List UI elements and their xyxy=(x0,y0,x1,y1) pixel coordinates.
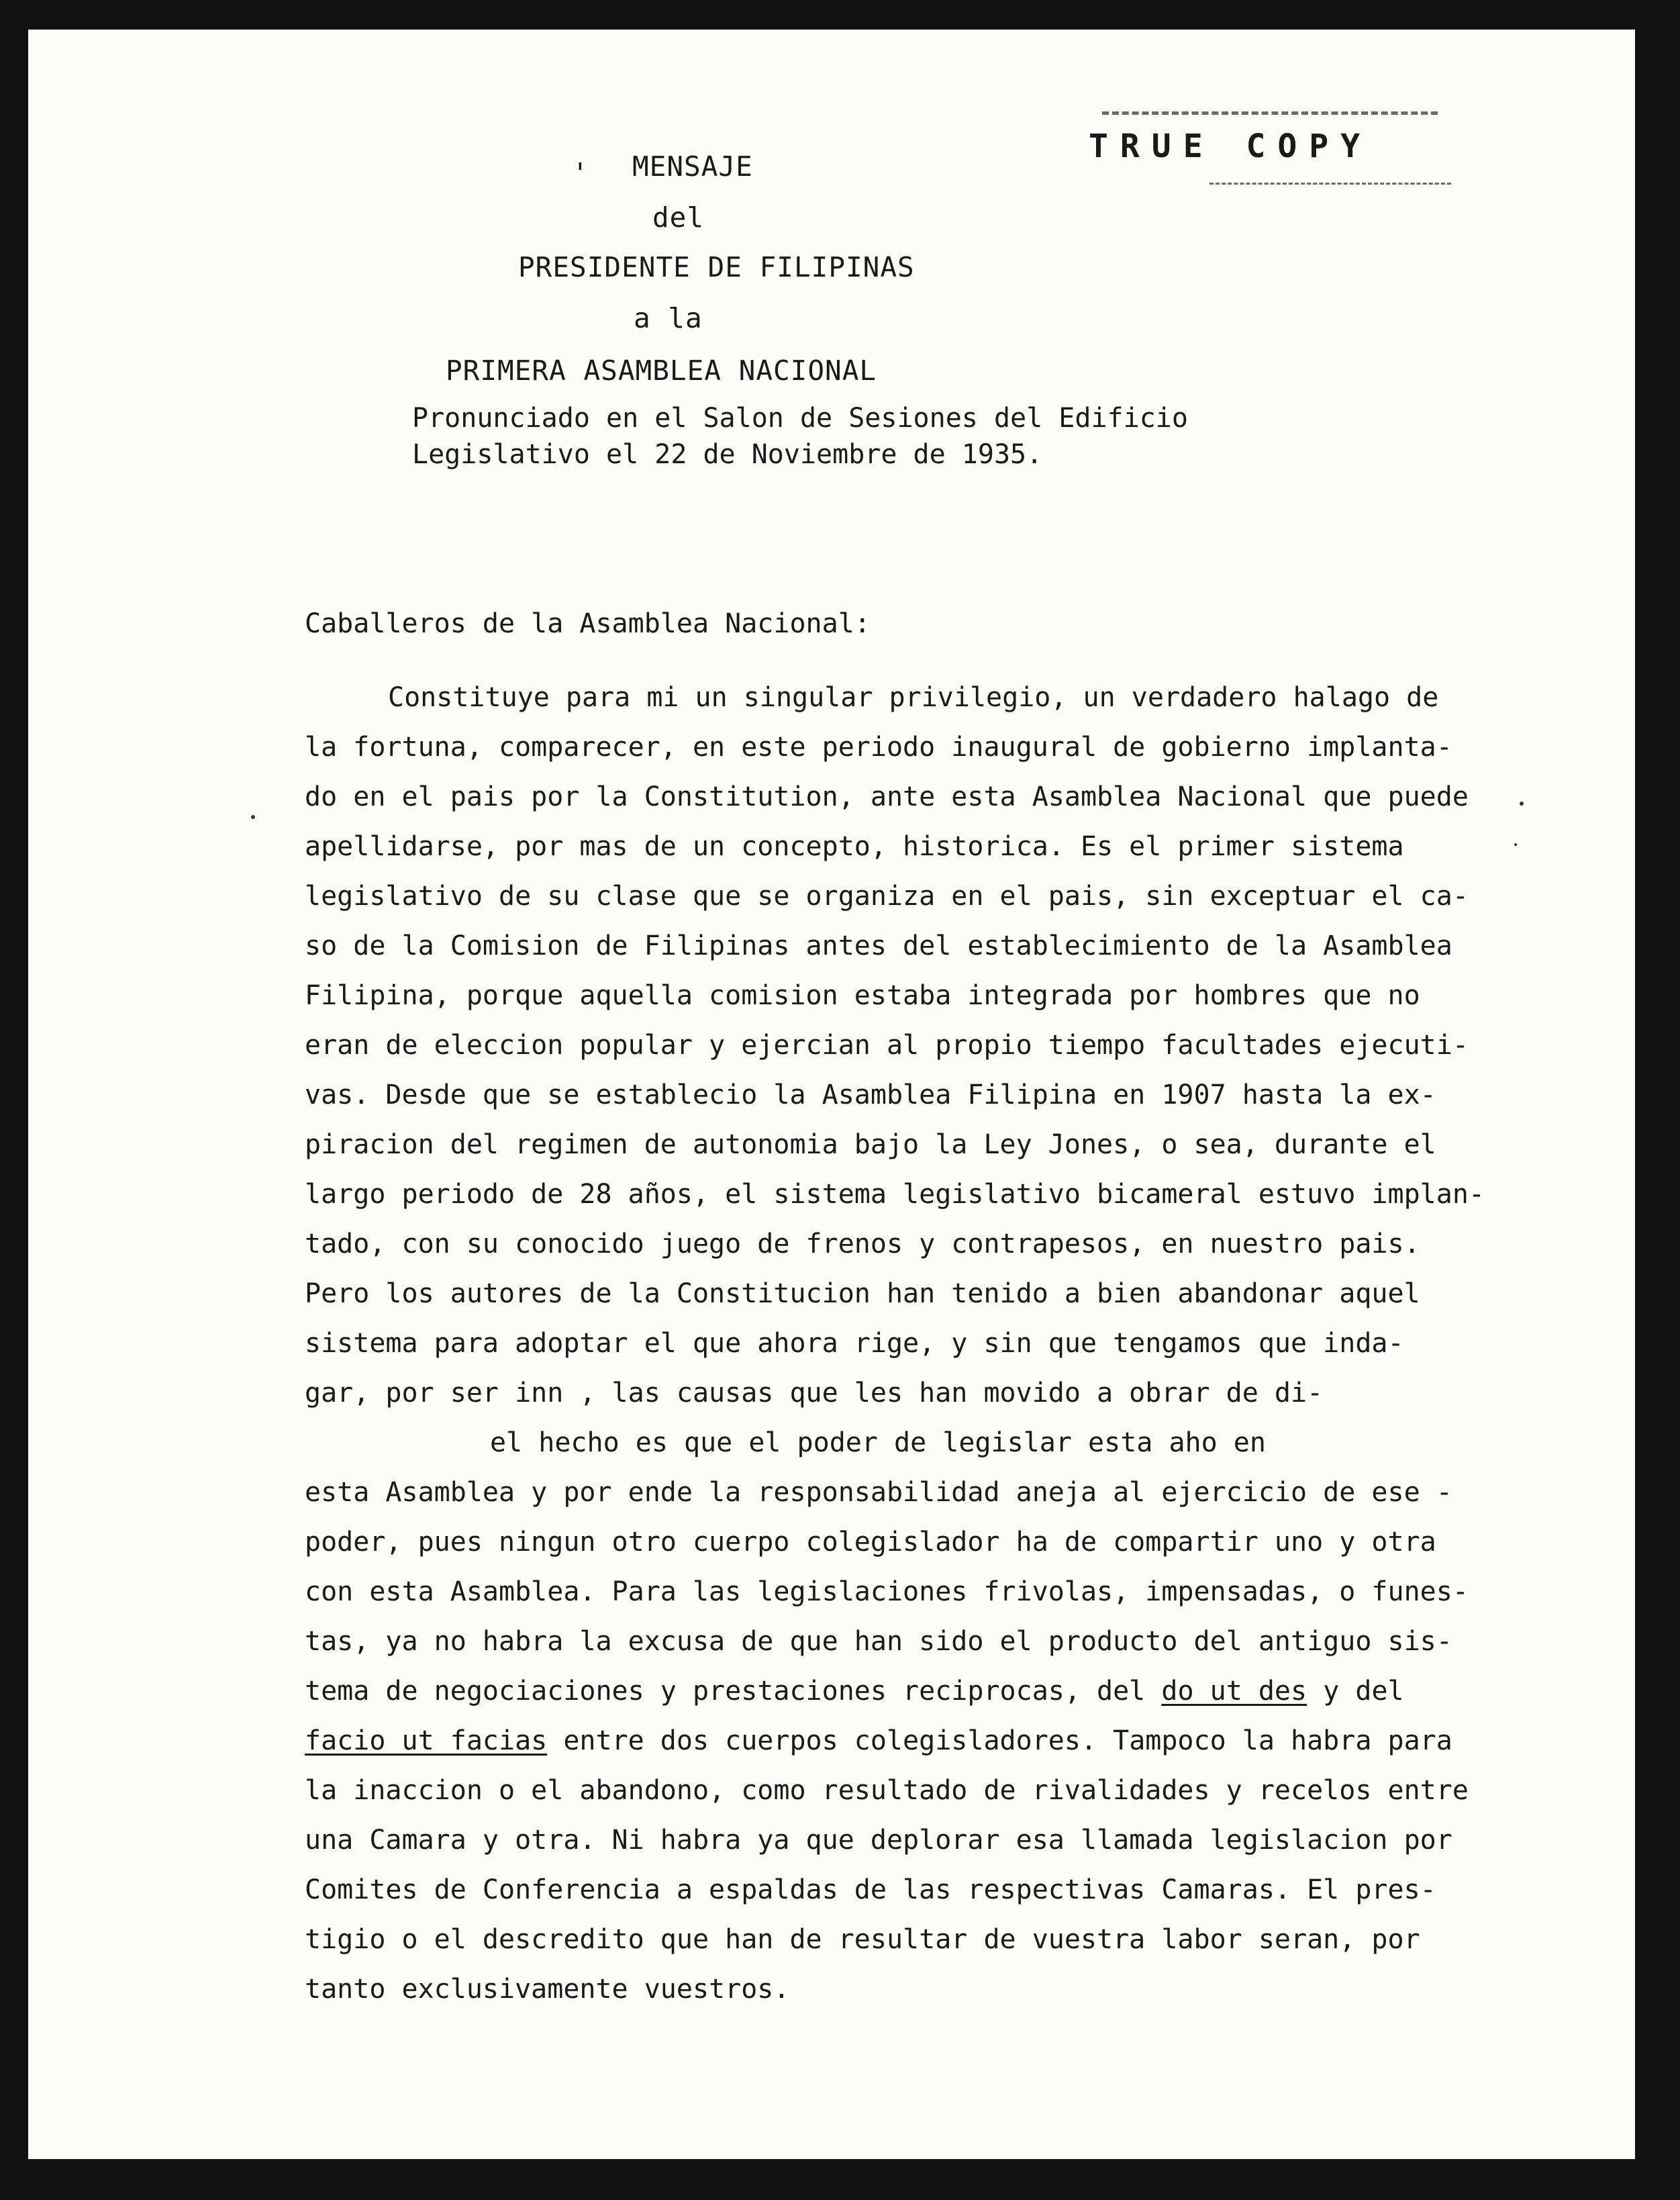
body-line: esta Asamblea y por ende la responsabilidad aneja al ejercicio de ese - xyxy=(305,1477,1452,1508)
body-line: la fortuna, comparecer, en este periodo inaugural de gobierno implanta- xyxy=(305,732,1452,763)
latin-phrase-do-ut-des: do ut des xyxy=(1161,1676,1307,1707)
body-text-span: tema de negociaciones y prestaciones reciprocas, del xyxy=(305,1676,1162,1707)
body-line: con esta Asamblea. Para las legislaciones frivolas, impensadas, o funes- xyxy=(305,1576,1469,1607)
scan-speck xyxy=(1520,802,1524,806)
latin-phrase-facio-ut-facias: facio ut facias xyxy=(305,1725,548,1756)
body-text-span: y del xyxy=(1307,1676,1404,1707)
body-line: legislativo de su clase que se organiza en el pais, sin exceptuar el ca- xyxy=(305,881,1469,912)
body-line: do en el pais por la Constitution, ante esta Asamblea Nacional que puede xyxy=(305,781,1469,812)
delivered-line-2: Legislativo el 22 de Noviembre de 1935. xyxy=(412,439,1043,470)
body-line: una Camara y otra. Ni habra ya que deplorar esa llamada legislacion por xyxy=(305,1825,1452,1856)
body-line: largo periodo de 28 años, el sistema legislativo bicameral estuvo implan- xyxy=(305,1179,1485,1210)
body-line: poder, pues ningun otro cuerpo colegislador ha de compartir uno y otra xyxy=(305,1527,1436,1558)
body-line: tigio o el descredito que han de resultar de vuestra labor seran, por xyxy=(305,1924,1420,1955)
body-line: tas, ya no habra la excusa de que han sido el producto del antiguo sis- xyxy=(305,1626,1452,1657)
message-body xyxy=(305,673,1553,2014)
body-line: tado, con su conocido juego de frenos y contrapesos, en nuestro pais. xyxy=(305,1229,1420,1259)
body-line: la inaccion o el abandono, como resultado de rivalidades y recelos entre xyxy=(305,1775,1469,1806)
heading-del: del xyxy=(652,201,705,234)
heading-mark: ' xyxy=(572,157,589,189)
heading-mensaje: MENSAJE xyxy=(632,150,753,183)
salutation: Caballeros de la Asamblea Nacional: xyxy=(305,608,871,639)
scan-speck xyxy=(251,815,255,819)
body-line: apellidarse, por mas de un concepto, historica. Es el primer sistema xyxy=(305,831,1404,862)
body-line: Constituye para mi un singular privilegio, un verdadero halago de xyxy=(388,682,1439,713)
body-line xyxy=(305,1666,1553,1716)
stamp-top-rule xyxy=(1102,111,1438,115)
heading-a-la: a la xyxy=(634,302,703,334)
delivered-line-1: Pronunciado en el Salon de Sesiones del Edificio xyxy=(412,403,1188,434)
document-page xyxy=(28,30,1635,2159)
true-copy-stamp: TRUE COPY xyxy=(1089,128,1373,165)
body-line: Pero los autores de la Constitucion han tenido a bien abandonar aquel xyxy=(305,1278,1420,1309)
body-line: gar, por ser inn , las causas que les han movido a obrar de di- xyxy=(305,1378,1324,1408)
heading-presidente: PRESIDENTE DE FILIPINAS xyxy=(518,251,915,283)
body-line: piracion del regimen de autonomia bajo la Ley Jones, o sea, durante el xyxy=(305,1129,1436,1160)
scan-speck xyxy=(1514,843,1517,846)
body-text-span: entre dos cuerpos colegisladores. Tampoco la habra para xyxy=(547,1725,1452,1756)
body-line: el hecho es que el poder de legislar esta aho en xyxy=(490,1427,1266,1458)
body-line: Filipina, porque aquella comision estaba integrada por hombres que no xyxy=(305,980,1420,1011)
body-line: sistema para adoptar el que ahora rige, y sin que tengamos que inda- xyxy=(305,1328,1404,1359)
body-line: eran de eleccion popular y ejercian al propio tiempo facultades ejecuti- xyxy=(305,1030,1469,1061)
body-line: Comites de Conferencia a espaldas de las respectivas Camaras. El pres- xyxy=(305,1874,1436,1905)
stamp-bottom-rule xyxy=(1209,183,1451,185)
heading-asamblea: PRIMERA ASAMBLEA NACIONAL xyxy=(446,354,877,387)
body-line xyxy=(305,1716,1553,1766)
body-line: tanto exclusivamente vuestros. xyxy=(305,1974,790,2005)
body-line: vas. Desde que se establecio la Asamblea Filipina en 1907 hasta la ex- xyxy=(305,1080,1436,1110)
body-line: so de la Comision de Filipinas antes del establecimiento de la Asamblea xyxy=(305,930,1452,961)
